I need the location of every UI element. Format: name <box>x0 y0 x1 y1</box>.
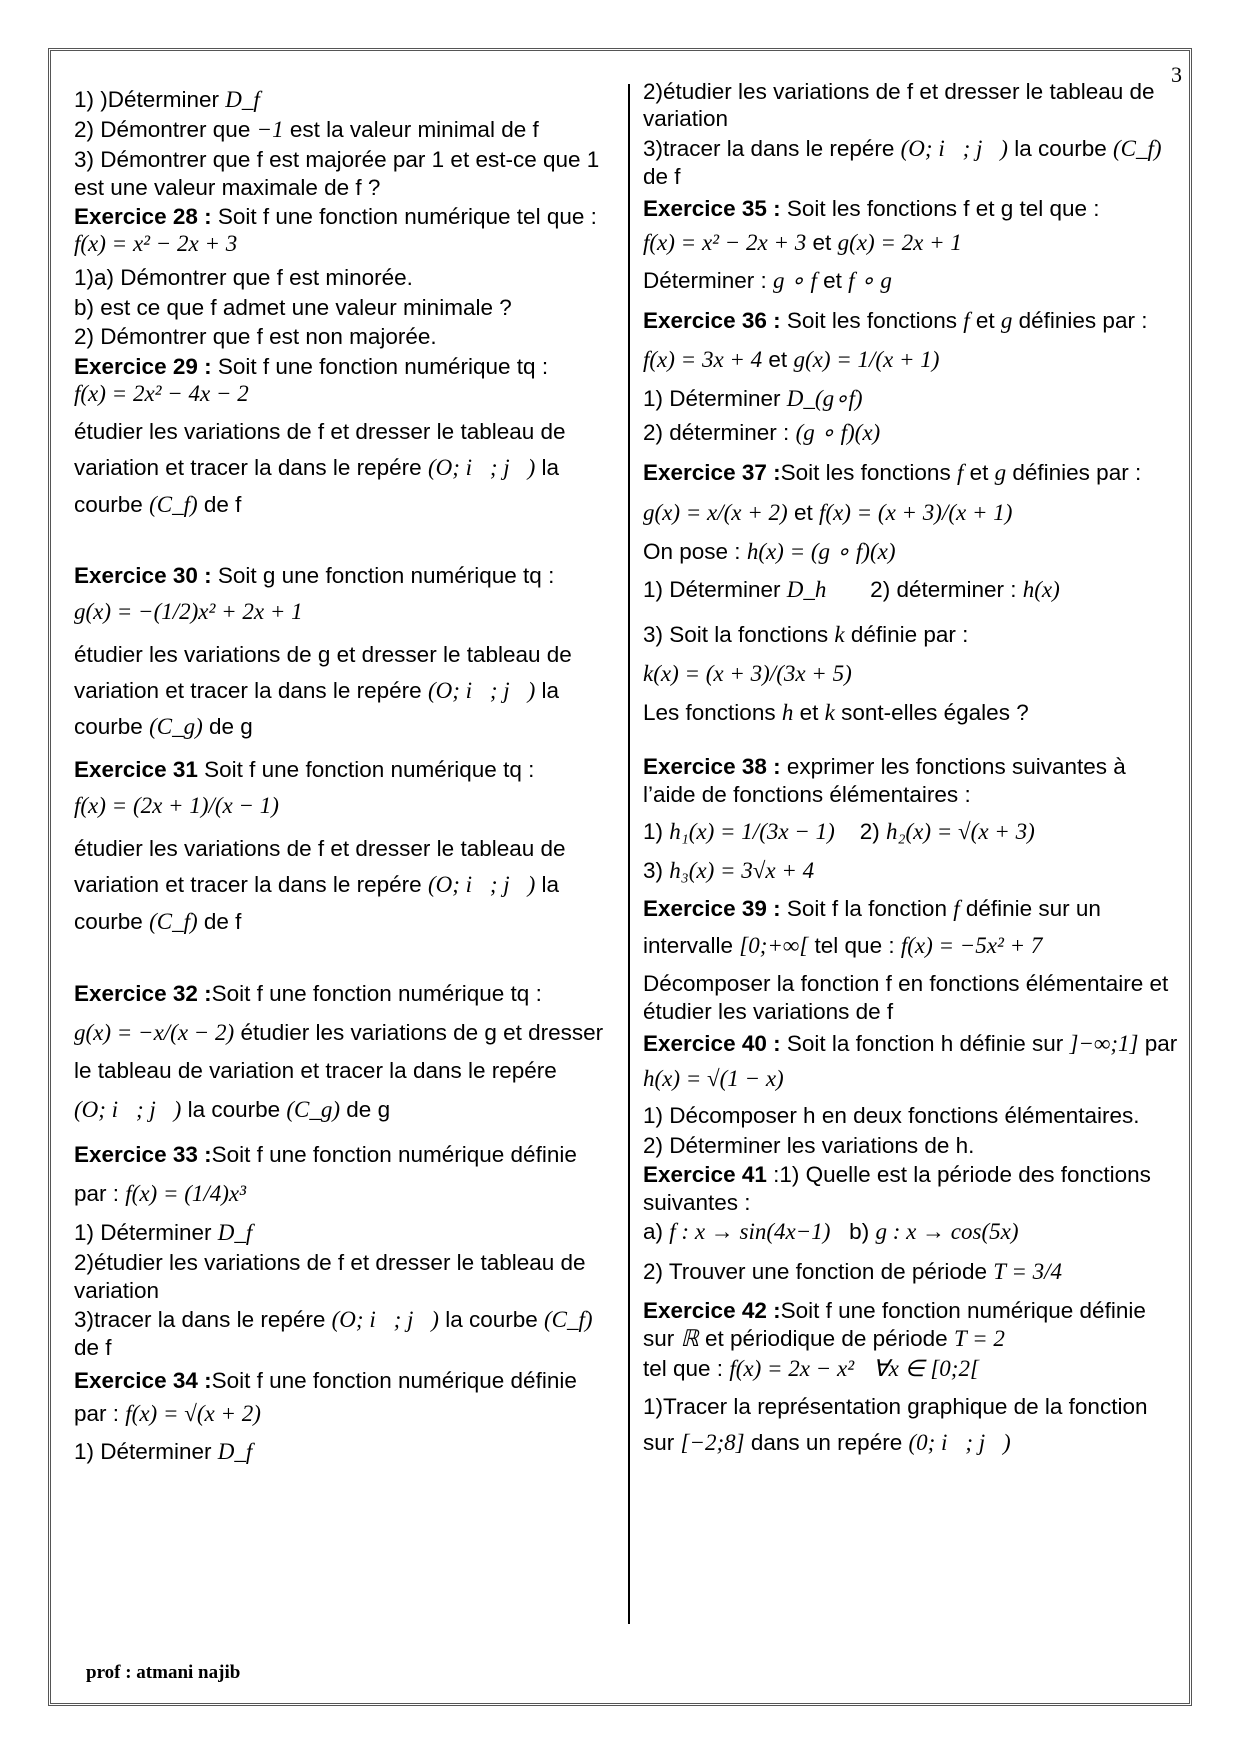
right-line-3: Déterminer : g ∘ f et f ∘ g <box>643 267 892 293</box>
right-line-21: a) f : x → sin(4x−1) b) g : x → cos(5x) <box>643 1219 1019 1245</box>
right-line-14: 3) h₃(x) = 3√x + 4 <box>643 857 815 883</box>
left-line-15: 1) Déterminer D_f <box>74 1220 253 1246</box>
exercise-36: Exercice 36 : Soit les fonctions f et g définies par : f(x) = 3x + 4 et g(x) = 1/(x + 1) <box>643 307 1148 372</box>
left-line-12: étudier les variations de f et dresser le tableau de variation et tracer la dans le repére (O; i⃗; j⃗) la courbe (C_f) de f <box>74 836 566 934</box>
exercise-30: Exercice 30 : Soit g une fonction numérique tq : g(x) = −(1/2)x² + 2x + 1 <box>74 562 555 624</box>
exercise-35: Exercice 35 : Soit les fonctions f et g tel que : f(x) = x² − 2x + 3 et g(x) = 2x + 1 <box>643 196 1100 256</box>
left-column <box>74 86 614 1468</box>
left-line-0: 1) )Déterminer D_f <box>74 87 260 112</box>
right-line-8: On pose : h(x) = (g ∘ f)(x) <box>643 538 896 564</box>
exercise-29: Exercice 29 : Soit f une fonction numérique tq : f(x) = 2x² − 4x − 2 <box>74 353 549 407</box>
exercise-34: Exercice 34 :Soit f une fonction numérique définie par : f(x) = √(x + 2) <box>74 1367 577 1427</box>
right-line-6: 2) déterminer : (g ∘ f)(x) <box>643 420 881 446</box>
right-line-25: 1)Tracer la représentation graphique de la fonction sur [−2;8] dans un repére (0; i⃗; j⃗) <box>643 1393 1148 1455</box>
exercise-39: Exercice 39 : Soit f la fonction f définie sur un intervalle [0;+∞[ tel que : f(x) = −5x² + 7 <box>643 895 1101 958</box>
left-line-1: 2) Démontrer que −1 est la valeur minimal de f <box>74 117 539 143</box>
left-line-4: 1)a) Démontrer que f est minorée. <box>74 265 413 291</box>
exercise-37: Exercice 37 :Soit les fonctions f et g définies par : g(x) = x/(x + 2) et f(x) = (x + 3)/(x + 1) <box>643 460 1142 525</box>
exercise-38: Exercice 38 : exprimer les fonctions suivantes à l’aide de fonctions élémentaires : <box>643 754 1126 807</box>
left-line-10: étudier les variations de g et dresser le tableau de variation et tracer la dans le repére (O; i⃗; j⃗) la courbe (C_g) de g <box>74 641 572 740</box>
right-line-22: 2) Trouver une fonction de période T = 3/4 <box>643 1259 1063 1285</box>
left-line-16: 2)étudier les variations de f et dresser le tableau de variation <box>74 1250 586 1303</box>
author-footer: prof : atmani najib <box>86 1662 241 1683</box>
right-line-16: Décomposer la fonction f en fonctions élémentaire et étudier les variations de f <box>643 971 1169 1024</box>
right-line-13: 1) h₁(x) = 1/(3x − 1) 2) h₂(x) = √(x + 3) <box>643 819 1035 845</box>
left-line-5: b) est ce que f admet une valeur minimale ? <box>74 294 512 320</box>
exercise-42: Exercice 42 :Soit f une fonction numérique définie sur ℝ et périodique de période T = 2 <box>643 1298 1146 1351</box>
left-line-2: 3) Démontrer que f est majorée par 1 et est-ce que 1 est une valeur maximale de f ? <box>74 147 600 200</box>
right-line-18: 1) Décomposer h en deux fonctions élémentaires. <box>643 1103 1140 1129</box>
exercise-41: Exercice 41 :1) Quelle est la période des fonctions suivantes : <box>643 1162 1151 1215</box>
right-column <box>643 78 1183 1468</box>
right-line-19: 2) Déterminer les variations de h. <box>643 1132 975 1158</box>
right-line-1: 3)tracer la dans le repére (O; i⃗; j⃗) la courbe (C_f) de f <box>643 135 1162 189</box>
exercise-28: Exercice 28 : Soit f une fonction numérique tel que : f(x) = x² − 2x + 3 <box>74 203 597 257</box>
left-line-6: 2) Démontrer que f est non majorée. <box>74 324 437 350</box>
exercise-40: Exercice 40 : Soit la fonction h définie sur ]−∞;1] par h(x) = √(1 − x) <box>643 1031 1178 1091</box>
page-number: 3 <box>1171 62 1182 87</box>
column-divider <box>628 84 630 1624</box>
exercise-31: Exercice 31 Soit f une fonction numérique tq : f(x) = (2x + 1)/(x − 1) <box>74 757 535 819</box>
exercise-33: Exercice 33 :Soit f une fonction numérique définie par : f(x) = (1/4)x³ <box>74 1141 577 1206</box>
right-line-9: 1) Déterminer D_h 2) déterminer : h(x) <box>643 576 1060 602</box>
right-line-10: 3) Soit la fonctions k définie par : k(x) = (x + 3)/(3x + 5) <box>643 621 969 686</box>
left-line-19: 1) Déterminer D_f <box>74 1438 253 1464</box>
right-line-24: tel que : f(x) = 2x − x² ∀x ∈ [0;2[ <box>643 1355 979 1381</box>
left-line-8: étudier les variations de f et dresser le tableau de variation et tracer la dans le repére (O; i⃗; j⃗) la courbe (C_f) de f <box>74 419 566 518</box>
right-line-11: Les fonctions h et k sont-elles égales ? <box>643 700 1029 726</box>
exercise-32: Exercice 32 :Soit f une fonction numérique tq : g(x) = −x/(x − 2) étudier les variations de g et dresser le tableau de variation et tracer la dans le repére (O; i⃗; j⃗) la courbe (C_g) de g <box>74 980 604 1123</box>
right-line-0: 2)étudier les variations de f et dresser le tableau de variation <box>643 79 1155 132</box>
left-line-17: 3)tracer la dans le repére (O; i⃗; j⃗) la courbe (C_f) de f <box>74 1307 593 1361</box>
right-line-5: 1) Déterminer D_(g∘f) <box>643 386 863 412</box>
